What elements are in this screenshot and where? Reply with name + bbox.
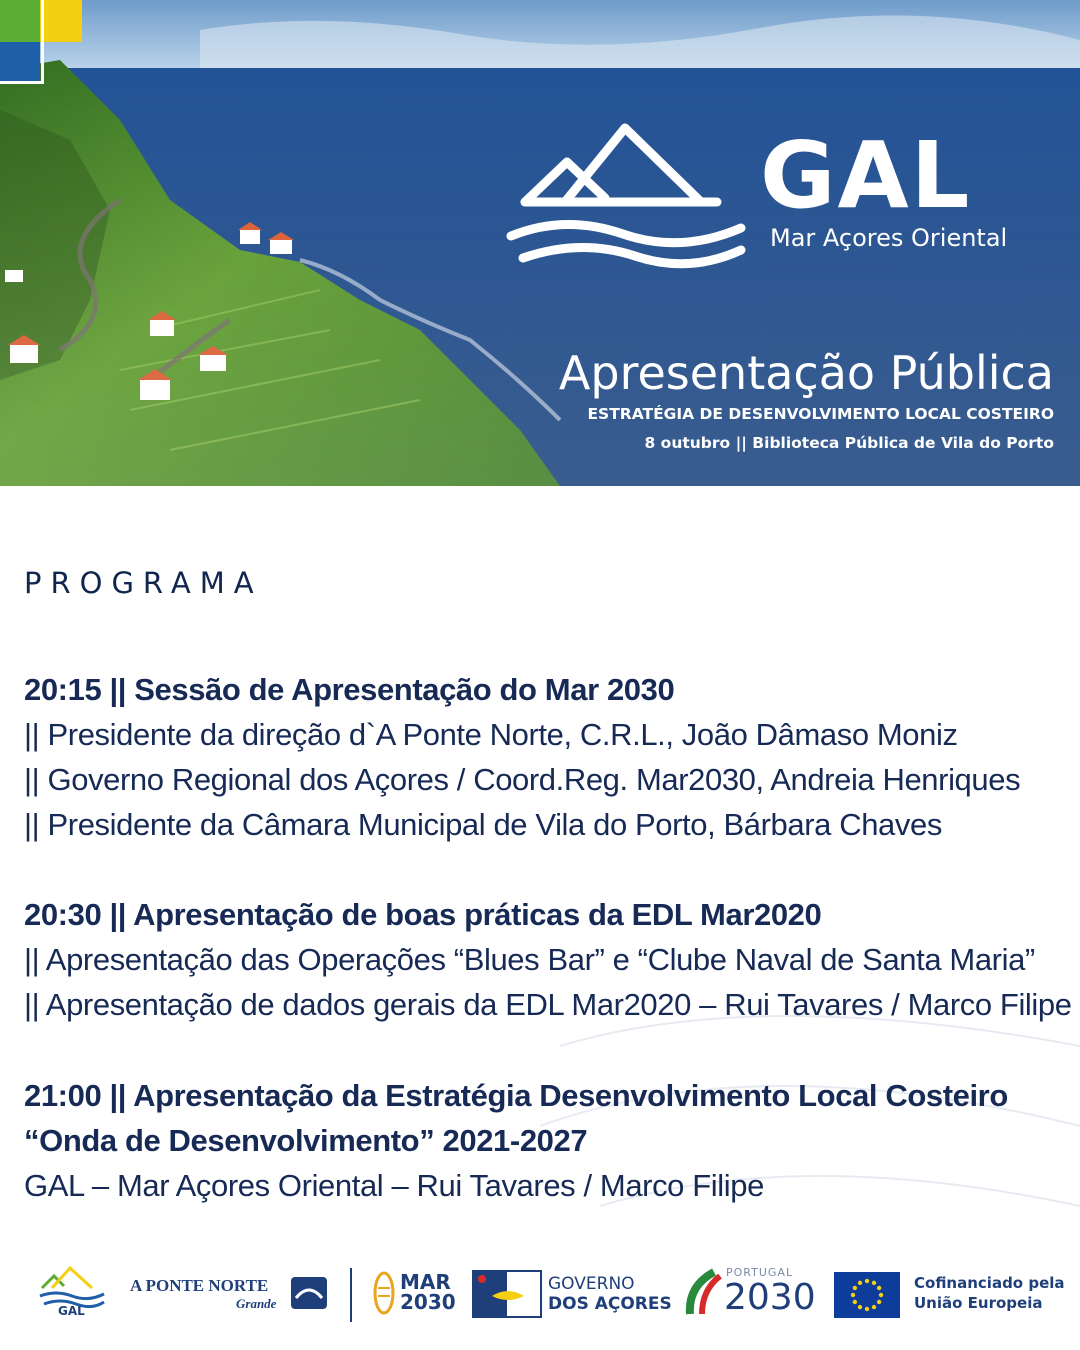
bridge-icon <box>290 1276 328 1310</box>
a-ponte-norte-place: Grande <box>236 1296 277 1311</box>
eu-star <box>853 1300 857 1304</box>
eu-star <box>877 1300 881 1304</box>
eu-star <box>872 1305 876 1309</box>
corner-frame <box>0 0 44 84</box>
session-item: GAL – Mar Açores Oriental – Rui Tavares / Marco Filipe <box>24 1168 764 1203</box>
session-1 <box>24 667 1074 847</box>
mar2030-bottom: 2030 <box>400 1290 456 1314</box>
session-2 <box>24 892 1074 1027</box>
eu-cofinanced-logo <box>834 1272 1064 1322</box>
footer-divider <box>350 1268 352 1322</box>
mar2030-top: MAR <box>400 1270 451 1294</box>
programa-heading: PROGRAMA <box>24 566 263 600</box>
eu-flag-icon <box>834 1272 900 1318</box>
eu-star <box>872 1281 876 1285</box>
page-title: Apresentação Pública <box>558 346 1054 400</box>
mar2030-fish-icon <box>372 1270 396 1316</box>
session-item: || Apresentação de dados gerais da EDL Mar2020 – Rui Tavares / Marco Filipe <box>24 987 1072 1022</box>
session-heading: 21:00 || Apresentação da Estratégia Desenvolvimento Local Costeiro <box>24 1078 1008 1113</box>
page-subtitle: ESTRATÉGIA DE DESENVOLVIMENTO LOCAL COSTEIRO <box>587 405 1054 423</box>
gal-small-logo-icon <box>36 1264 108 1308</box>
gal-small-label: GAL <box>58 1304 85 1318</box>
event-date-location: 8 outubro || Biblioteca Pública de Vila do Porto <box>644 434 1054 452</box>
brand-name: GAL <box>760 122 972 229</box>
portugal-label: PORTUGAL <box>726 1266 794 1279</box>
eu-star <box>877 1286 881 1290</box>
session-heading: 20:30 || Apresentação de boas práticas da EDL Mar2020 <box>24 897 822 932</box>
gal-small-logo <box>36 1264 108 1328</box>
session-3 <box>24 1073 1074 1208</box>
eu-line1: Cofinanciado pela <box>914 1274 1065 1292</box>
eu-star <box>851 1293 855 1297</box>
session-item: || Presidente da Câmara Municipal de Vila do Porto, Bárbara Chaves <box>24 807 942 842</box>
portugal2030-logo <box>684 1266 818 1326</box>
session-heading: “Onda de Desenvolvimento” 2021-2027 <box>24 1123 588 1158</box>
eu-line2: União Europeia <box>914 1294 1043 1312</box>
session-item: || Governo Regional dos Açores / Coord.Reg. Mar2030, Andreia Henriques <box>24 762 1021 797</box>
hero-banner <box>0 0 1080 486</box>
a-ponte-norte-logo <box>130 1276 340 1320</box>
corner-yellow-square <box>40 0 82 42</box>
session-heading: 20:15 || Sessão de Apresentação do Mar 2030 <box>24 672 675 707</box>
eu-star <box>858 1281 862 1285</box>
brand-subtitle: Mar Açores Oriental <box>770 224 1008 252</box>
eu-star <box>879 1293 883 1297</box>
governo-line1: GOVERNO <box>548 1274 635 1294</box>
eu-star <box>853 1286 857 1290</box>
governo-line2: DOS AÇORES <box>548 1294 672 1314</box>
azores-flag-icon <box>472 1270 542 1318</box>
session-item: || Presidente da direção d`A Ponte Norte, C.R.L., João Dâmaso Moniz <box>24 717 958 752</box>
eu-star <box>858 1305 862 1309</box>
eu-star <box>865 1279 869 1283</box>
portugal2030-swoosh-icon <box>684 1266 724 1320</box>
portugal-year: 2030 <box>724 1277 816 1318</box>
gal-mountain-wave-logo-icon <box>505 118 755 278</box>
governo-acores-logo <box>472 1270 672 1320</box>
mar2030-logo <box>372 1270 462 1320</box>
eu-star <box>865 1307 869 1311</box>
a-ponte-norte-label: A PONTE NORTE <box>130 1276 269 1295</box>
session-item: || Apresentação das Operações “Blues Bar” e “Clube Naval de Santa Maria” <box>24 942 1035 977</box>
sponsor-logos <box>0 1258 1080 1338</box>
